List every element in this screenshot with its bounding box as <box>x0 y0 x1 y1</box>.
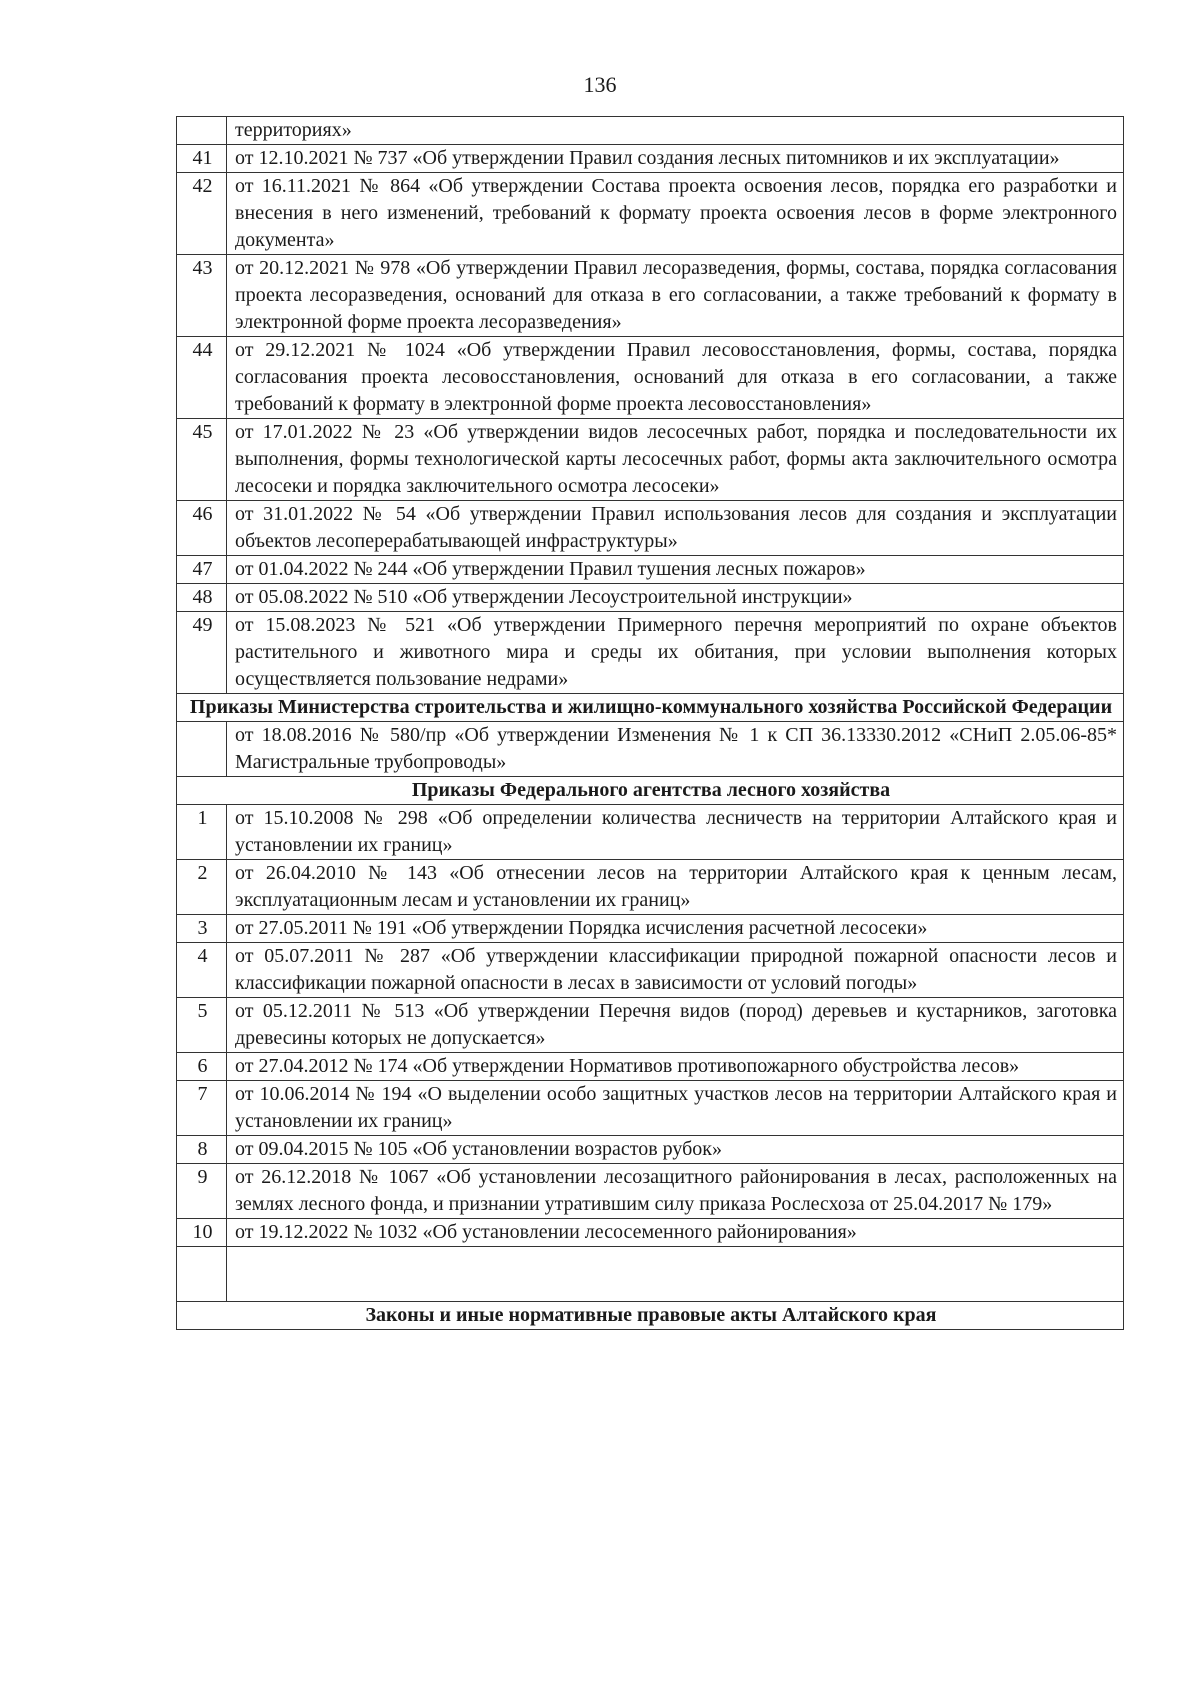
row-number: 5 <box>177 998 227 1053</box>
row-number: 43 <box>177 255 227 337</box>
row-number: 49 <box>177 612 227 694</box>
table-row <box>177 1136 1124 1164</box>
blank-row <box>177 1247 1124 1302</box>
row-number: 46 <box>177 501 227 556</box>
act-description: от 15.08.2023 № 521 «Об утверждении Примерного перечня мероприятий по охране объектов растительного и животного мира и среды их обитания, при условии выполнения которых осуществляется пользование недрами» <box>227 612 1124 694</box>
act-description: от 05.12.2011 № 513 «Об утверждении Перечня видов (пород) деревьев и кустарников, заготовка древесины которых не допускается» <box>227 998 1124 1053</box>
section-title: Приказы Министерства строительства и жилищно-коммунального хозяйства Российской Федерации <box>177 694 1124 722</box>
table-row <box>177 612 1124 694</box>
act-description: от 09.04.2015 № 105 «Об установлении возрастов рубок» <box>227 1136 1124 1164</box>
act-description: от 26.12.2018 № 1067 «Об установлении лесозащитного районирования в лесах, расположенных на землях лесного фонда, и признании утратившим силу приказа Рослесхоза от 25.04.2017 № 179» <box>227 1164 1124 1219</box>
row-number <box>177 117 227 145</box>
table-row <box>177 255 1124 337</box>
row-number: 7 <box>177 1081 227 1136</box>
page-number: 136 <box>583 72 617 97</box>
section-title: Законы и иные нормативные правовые акты Алтайского края <box>177 1302 1124 1330</box>
row-number <box>177 722 227 777</box>
table-row <box>177 805 1124 860</box>
row-number: 47 <box>177 556 227 584</box>
row-number: 9 <box>177 1164 227 1219</box>
row-number: 4 <box>177 943 227 998</box>
legal-acts-table <box>176 116 1124 1330</box>
blank-text-cell <box>227 1247 1124 1302</box>
section-header-row <box>177 1302 1124 1330</box>
act-description: от 15.10.2008 № 298 «Об определении количества лесничеств на территории Алтайского края и установлении их границ» <box>227 805 1124 860</box>
act-description: от 27.05.2011 № 191 «Об утверждении Порядка исчисления расчетной лесосеки» <box>227 915 1124 943</box>
row-number: 10 <box>177 1219 227 1247</box>
table-row <box>177 556 1124 584</box>
table-row <box>177 998 1124 1053</box>
row-number: 45 <box>177 419 227 501</box>
table-row <box>177 173 1124 255</box>
table-row <box>177 915 1124 943</box>
row-number: 44 <box>177 337 227 419</box>
table-row <box>177 501 1124 556</box>
table-row <box>177 943 1124 998</box>
act-description: от 12.10.2021 № 737 «Об утверждении Правил создания лесных питомников и их эксплуатации» <box>227 145 1124 173</box>
act-description: от 05.08.2022 № 510 «Об утверждении Лесоустроительной инструкции» <box>227 584 1124 612</box>
row-number: 48 <box>177 584 227 612</box>
table-row <box>177 1164 1124 1219</box>
act-description: от 19.12.2022 № 1032 «Об установлении лесосеменного районирования» <box>227 1219 1124 1247</box>
act-description: от 18.08.2016 № 580/пр «Об утверждении Изменения № 1 к СП 36.13330.2012 «СНиП 2.05.06-85* Магистральные трубопроводы» <box>227 722 1124 777</box>
act-description: от 31.01.2022 № 54 «Об утверждении Правил использования лесов для создания и эксплуатации объектов лесоперерабатывающей инфраструктуры» <box>227 501 1124 556</box>
table-row <box>177 145 1124 173</box>
row-number: 42 <box>177 173 227 255</box>
act-description: от 10.06.2014 № 194 «О выделении особо защитных участков лесов на территории Алтайского края и установлении их границ» <box>227 1081 1124 1136</box>
row-number: 2 <box>177 860 227 915</box>
act-description: от 05.07.2011 № 287 «Об утверждении классификации природной пожарной опасности лесов и классификации пожарной опасности в лесах в зависимости от условий погоды» <box>227 943 1124 998</box>
act-description: от 27.04.2012 № 174 «Об утверждении Нормативов противопожарного обустройства лесов» <box>227 1053 1124 1081</box>
table-row <box>177 1081 1124 1136</box>
row-number: 3 <box>177 915 227 943</box>
act-description: от 01.04.2022 № 244 «Об утверждении Правил тушения лесных пожаров» <box>227 556 1124 584</box>
table-row <box>177 722 1124 777</box>
table-row <box>177 1219 1124 1247</box>
table-row <box>177 419 1124 501</box>
blank-number-cell <box>177 1247 227 1302</box>
section-header-row <box>177 777 1124 805</box>
row-number: 1 <box>177 805 227 860</box>
act-description: территориях» <box>227 117 1124 145</box>
act-description: от 17.01.2022 № 23 «Об утверждении видов лесосечных работ, порядка и последовательности их выполнения, формы технологической карты лесосечных работ, формы акта заключительного осмотра лесосеки и порядка заключительного осмотра лесосеки» <box>227 419 1124 501</box>
section-header-row <box>177 694 1124 722</box>
row-number: 6 <box>177 1053 227 1081</box>
act-description: от 26.04.2010 № 143 «Об отнесении лесов на территории Алтайского края к ценным лесам, эксплуатационным лесам и установлении их границ» <box>227 860 1124 915</box>
table-row <box>177 117 1124 145</box>
act-description: от 20.12.2021 № 978 «Об утверждении Правил лесоразведения, формы, состава, порядка согласования проекта лесоразведения, оснований для отказа в его согласовании, а также требований к формату в электронной форме проекта лесоразведения» <box>227 255 1124 337</box>
row-number: 8 <box>177 1136 227 1164</box>
row-number: 41 <box>177 145 227 173</box>
table-row <box>177 1053 1124 1081</box>
act-description: от 29.12.2021 № 1024 «Об утверждении Правил лесовосстановления, формы, состава, порядка согласования проекта лесовосстановления, оснований для отказа в его согласовании, а также требований к формату в электронной форме проекта лесовосстановления» <box>227 337 1124 419</box>
table-body <box>177 117 1124 1330</box>
table-row <box>177 860 1124 915</box>
section-title: Приказы Федерального агентства лесного хозяйства <box>177 777 1124 805</box>
act-description: от 16.11.2021 № 864 «Об утверждении Состава проекта освоения лесов, порядка его разработки и внесения в него изменений, требований к формату проекта освоения лесов в форме электронного документа» <box>227 173 1124 255</box>
table-row <box>177 337 1124 419</box>
table-row <box>177 584 1124 612</box>
